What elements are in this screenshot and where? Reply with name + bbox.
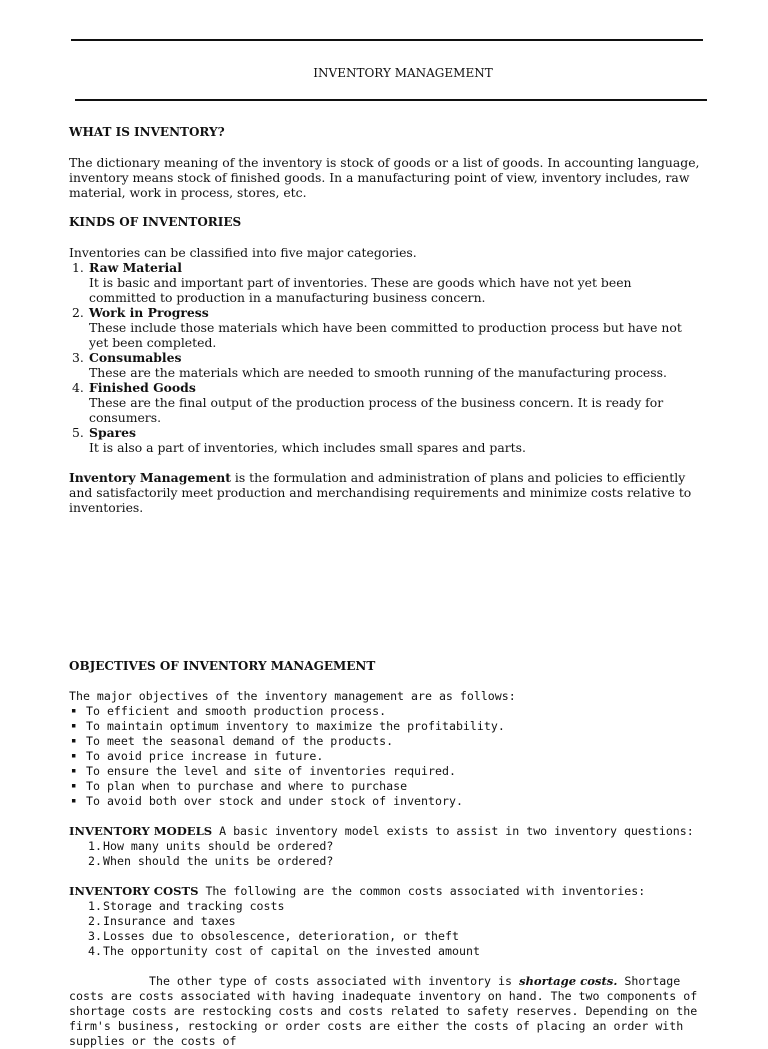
list-item — [69, 305, 701, 350]
objectives-list — [69, 704, 701, 809]
document-body-lower — [69, 659, 701, 1049]
list-item-title: Consumables — [89, 350, 182, 365]
list-number: 1. — [88, 839, 102, 853]
bullet-icon: ▪ — [71, 766, 77, 776]
list-number: 1. — [88, 899, 102, 913]
list-item-text: To maintain optimum inventory to maximize the profitability. — [86, 719, 505, 733]
list-item-text: Losses due to obsolescence, deterioration, or theft — [103, 929, 459, 943]
list-item-text: Insurance and taxes — [103, 914, 236, 928]
list-item — [69, 854, 701, 869]
shortage-costs-text: Shortage costs are costs associated with having inadequate inventory on hand. The two components of shortage costs are restocking costs and costs related to safety reserves. Depending on the firm's business, restocking or order costs are either the costs of placing an order with supplies or the costs of — [69, 974, 698, 1048]
inventory-management-term: Inventory Management — [69, 470, 231, 485]
list-item — [69, 944, 701, 959]
title-underline-rule — [75, 99, 707, 101]
list-item-title: Work in Progress — [89, 305, 209, 320]
list-item-text: To avoid price increase in future. — [86, 749, 324, 763]
list-item — [69, 794, 701, 809]
inventory-costs-term: INVENTORY COSTS — [69, 884, 199, 898]
kinds-intro: Inventories can be classified into five major categories. — [69, 245, 417, 260]
bullet-icon: ▪ — [71, 796, 77, 806]
top-rule — [71, 39, 703, 41]
list-item-text: To plan when to purchase and where to purchase — [86, 779, 408, 793]
shortage-costs-term: shortage costs. — [518, 974, 618, 988]
list-item-description: These are the materials which are needed to smooth running of the manufacturing process. — [89, 365, 667, 380]
list-number: 5. — [72, 425, 84, 440]
list-item — [69, 899, 701, 914]
section-heading-what-is-inventory: WHAT IS INVENTORY? — [69, 125, 225, 139]
list-item — [69, 260, 701, 305]
shortage-costs-paragraph — [69, 974, 701, 1049]
list-item-text: Storage and tracking costs — [103, 899, 285, 913]
list-item-description: It is basic and important part of inventories. These are goods which have not yet been committed to production in a manufacturing business concern. — [89, 275, 632, 305]
inventory-costs-list — [69, 899, 701, 959]
list-item — [69, 914, 701, 929]
bullet-icon: ▪ — [71, 781, 77, 791]
inventory-models-text: A basic inventory model exists to assist in two inventory questions: — [212, 824, 694, 838]
list-item — [69, 779, 701, 794]
list-item — [69, 380, 701, 425]
list-number: 4. — [72, 380, 84, 395]
list-item-title: Spares — [89, 425, 137, 440]
shortage-costs-intro: The other type of costs associated with inventory is — [149, 974, 519, 988]
list-item-text: When should the units be ordered? — [103, 854, 334, 868]
inventory-definition-paragraph: The dictionary meaning of the inventory is stock of goods or a list of goods. In accounting language, inventory means stock of finished goods. In a manufacturing point of view, inventory includes, raw material, work in process, stores, etc. — [69, 155, 700, 200]
page-title: INVENTORY MANAGEMENT — [313, 66, 493, 80]
list-item-text: The opportunity cost of capital on the invested amount — [103, 944, 480, 958]
list-number: 3. — [88, 929, 102, 943]
list-item — [69, 350, 701, 380]
document-body — [69, 125, 701, 515]
list-item-description: These are the final output of the production process of the business concern. It is ready for consumers. — [89, 395, 664, 425]
bullet-icon: ▪ — [71, 706, 77, 716]
section-heading-objectives: OBJECTIVES OF INVENTORY MANAGEMENT — [69, 659, 376, 673]
list-item — [69, 425, 701, 455]
bullet-icon: ▪ — [71, 736, 77, 746]
inventory-models-list — [69, 839, 701, 869]
list-item-text: To meet the seasonal demand of the products. — [86, 734, 394, 748]
inventory-management-paragraph — [69, 470, 701, 515]
list-number: 1. — [72, 260, 84, 275]
inventory-management-definition: is the formulation and administration of plans and policies to efficiently and satisfactorily meet production and merchandising requirements and minimize costs relative to inventories. — [69, 470, 692, 515]
list-item — [69, 929, 701, 944]
inventory-costs-paragraph — [69, 884, 701, 899]
list-item — [69, 719, 701, 734]
list-item — [69, 734, 701, 749]
inventory-costs-text: The following are the common costs associated with inventories: — [198, 884, 646, 898]
section-heading-kinds: KINDS OF INVENTORIES — [69, 215, 242, 229]
list-item-description: It is also a part of inventories, which includes small spares and parts. — [89, 440, 526, 455]
list-item-text: To avoid both over stock and under stock of inventory. — [86, 794, 463, 808]
list-item-description: These include those materials which have been committed to production process but have not yet been completed. — [89, 320, 682, 350]
list-item-text: How many units should be ordered? — [103, 839, 334, 853]
list-item-text: To ensure the level and site of inventories required. — [86, 764, 456, 778]
bullet-icon: ▪ — [71, 751, 77, 761]
bullet-icon: ▪ — [71, 721, 77, 731]
inventory-models-paragraph — [69, 824, 701, 839]
list-number: 2. — [72, 305, 84, 320]
objectives-intro: The major objectives of the inventory management are as follows: — [69, 689, 516, 703]
list-item — [69, 764, 701, 779]
list-item-title: Finished Goods — [89, 380, 196, 395]
list-item-text: To efficient and smooth production process. — [86, 704, 387, 718]
list-item — [69, 749, 701, 764]
list-number: 4. — [88, 944, 102, 958]
list-item — [69, 704, 701, 719]
inventory-models-term: INVENTORY MODELS — [69, 824, 213, 838]
list-number: 2. — [88, 854, 102, 868]
list-item-title: Raw Material — [89, 260, 182, 275]
kinds-list — [69, 260, 701, 455]
list-number: 3. — [72, 350, 84, 365]
list-number: 2. — [88, 914, 102, 928]
list-item — [69, 839, 701, 854]
